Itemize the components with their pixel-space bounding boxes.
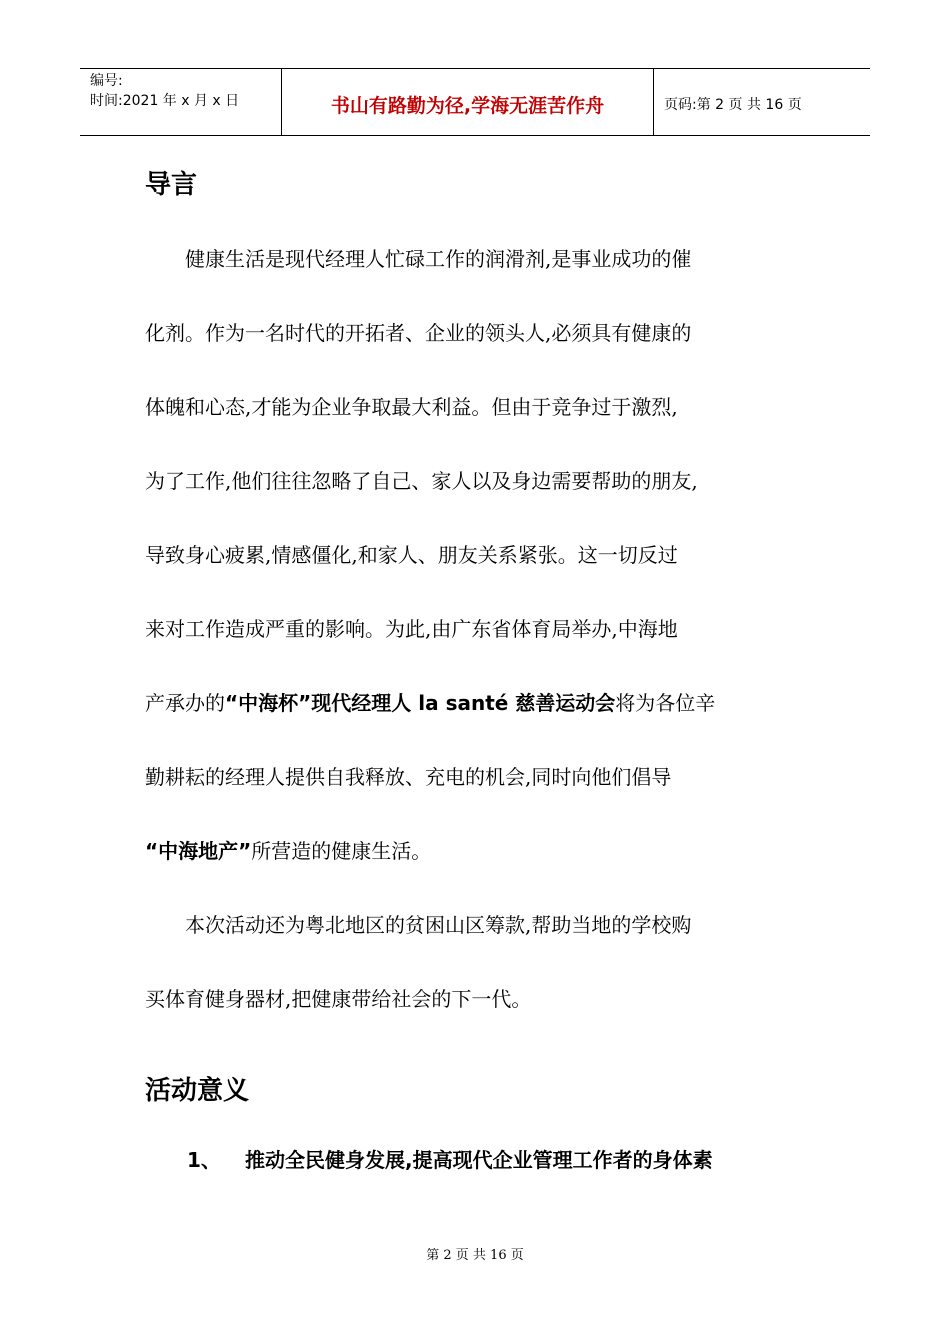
intro-line: 健康生活是现代经理人忙碌工作的润滑剂,是事业成功的催 [145, 247, 692, 271]
intro-line: 体魄和心态,才能为企业争取最大利益。但由于竞争过于激烈, [145, 395, 678, 419]
number-label: 编号: [90, 73, 123, 89]
intro-line [145, 666, 825, 740]
event-name: “中海杯”现代经理人 la santé 慈善运动会 [225, 691, 616, 715]
numbered-item [145, 1140, 825, 1180]
intro-line [145, 814, 825, 888]
charity-line: 本次活动还为粤北地区的贫困山区筹款,帮助当地的学校购 [145, 913, 692, 937]
time-label: 时间:2021 年 x 月 x 日 [90, 93, 240, 109]
charity-line: 买体育健身器材,把健康带给社会的下一代。 [145, 987, 532, 1011]
document-header [80, 68, 870, 136]
item-text: 推动全民健身发展,提高现代企业管理工作者的身体素 [245, 1148, 713, 1172]
intro-line: 来对工作造成严重的影响。为此,由广东省体育局举办,中海地 [145, 617, 678, 641]
item-number: 1、 [187, 1148, 221, 1172]
document-body [145, 160, 825, 1180]
intro-line7-post: 将为各位辛 [615, 691, 716, 715]
company-name: “中海地产” [145, 839, 252, 863]
header-motto: 书山有路勤为径,学海无涯苦作舟 [282, 69, 654, 135]
intro-paragraph [145, 222, 825, 888]
significance-heading: 活动意义 [145, 1076, 250, 1106]
intro-line9-post: 所营造的健康生活。 [251, 839, 432, 863]
page-footer: 第 2 页 共 16 页 [426, 1248, 524, 1263]
intro-line7-pre: 产承办的 [145, 691, 225, 715]
intro-line: 化剂。作为一名时代的开拓者、企业的领头人,必须具有健康的 [145, 321, 692, 345]
intro-line: 为了工作,他们往往忽略了自己、家人以及身边需要帮助的朋友, [145, 469, 698, 493]
header-page-info: 页码:第 2 页 共 16 页 [664, 97, 802, 113]
intro-heading: 导言 [145, 170, 198, 200]
intro-line: 导致身心疲累,情感僵化,和家人、朋友关系紧张。这一切反过 [145, 543, 678, 567]
header-meta-cell [80, 69, 282, 135]
charity-paragraph [145, 888, 825, 1036]
intro-line: 勤耕耘的经理人提供自我释放、充电的机会,同时向他们倡导 [145, 765, 672, 789]
